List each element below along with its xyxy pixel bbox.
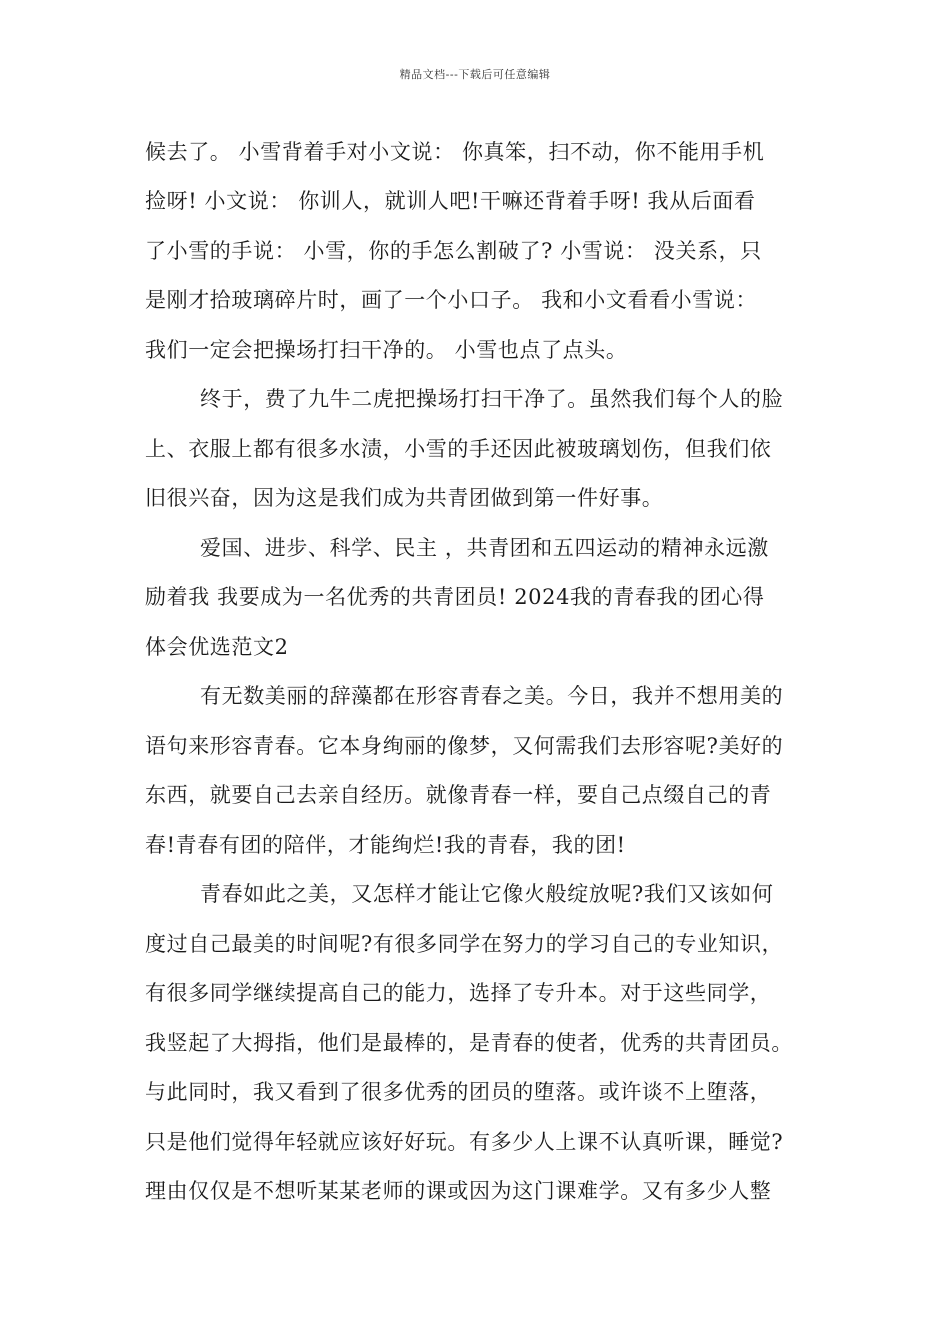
- text-line: 上、衣服上都有很多水渍，小雪的手还因此被玻璃划伤，但我们依: [145, 437, 772, 461]
- text-line: 春!青春有团的陪伴，才能绚烂!我的青春，我的团!: [145, 833, 626, 857]
- text-line: 终于，费了九牛二虎把操场打扫干净了。虽然我们每个人的脸: [200, 387, 784, 411]
- text-line: 青春如此之美，又怎样才能让它像火般绽放呢?我们又该如何: [200, 882, 774, 906]
- text-line: 东西，就要自己去亲自经历。就像青春一样，要自己点缀自己的青: [145, 783, 772, 807]
- text-line: 度过自己最美的时间呢?有很多同学在努力的学习自己的专业知识，: [145, 932, 784, 956]
- text-line: 我竖起了大拇指，他们是最棒的，是青春的使者，优秀的共青团员。: [145, 1031, 793, 1055]
- text-line: 只是他们觉得年轻就应该好好玩。有多少人上课不认真听课，睡觉?: [145, 1130, 784, 1154]
- section-title-line: 体会优选范文2: [145, 635, 289, 659]
- text-line: 捡呀! 小文说： 你训人，就训人吧!干嘛还背着手呀! 我从后面看: [145, 189, 756, 213]
- text-line: 励着我 我要成为一名优秀的共青团员! 2024我的青春我的团心得: [145, 585, 765, 609]
- text-line: 理由仅仅是不想听某某老师的课或因为这门课难学。又有多少人整: [145, 1179, 772, 1203]
- text-line: 候去了。 小雪背着手对小文说： 你真笨，扫不动，你不能用手机: [145, 140, 765, 164]
- text-line: 语句来形容青春。它本身绚丽的像梦，又何需我们去形容呢?美好的: [145, 734, 784, 758]
- text-line: 我们一定会把操场打扫干净的。 小雪也点了点头。: [145, 338, 628, 362]
- text-line: 有无数美丽的辞藻都在形容青春之美。今日，我并不想用美的: [200, 684, 784, 708]
- text-line: 有很多同学继续提高自己的能力，选择了专升本。对于这些同学，: [145, 981, 772, 1005]
- page-header: 精品文档---下载后可任意编辑: [399, 68, 551, 81]
- text-line: 与此同时，我又看到了很多优秀的团员的堕落。或许谈不上堕落，: [145, 1080, 772, 1104]
- text-line: 是刚才拾玻璃碎片时，画了一个小口子。 我和小文看看小雪说：: [145, 288, 758, 312]
- text-line: 了小雪的手说： 小雪，你的手怎么割破了? 小雪说： 没关系，只: [145, 239, 762, 263]
- text-line: 旧很兴奋，因为这是我们成为共青团做到第一件好事。: [145, 486, 664, 510]
- text-line: 爱国、进步、科学、民主 ，共青团和五四运动的精神永远激: [200, 536, 769, 560]
